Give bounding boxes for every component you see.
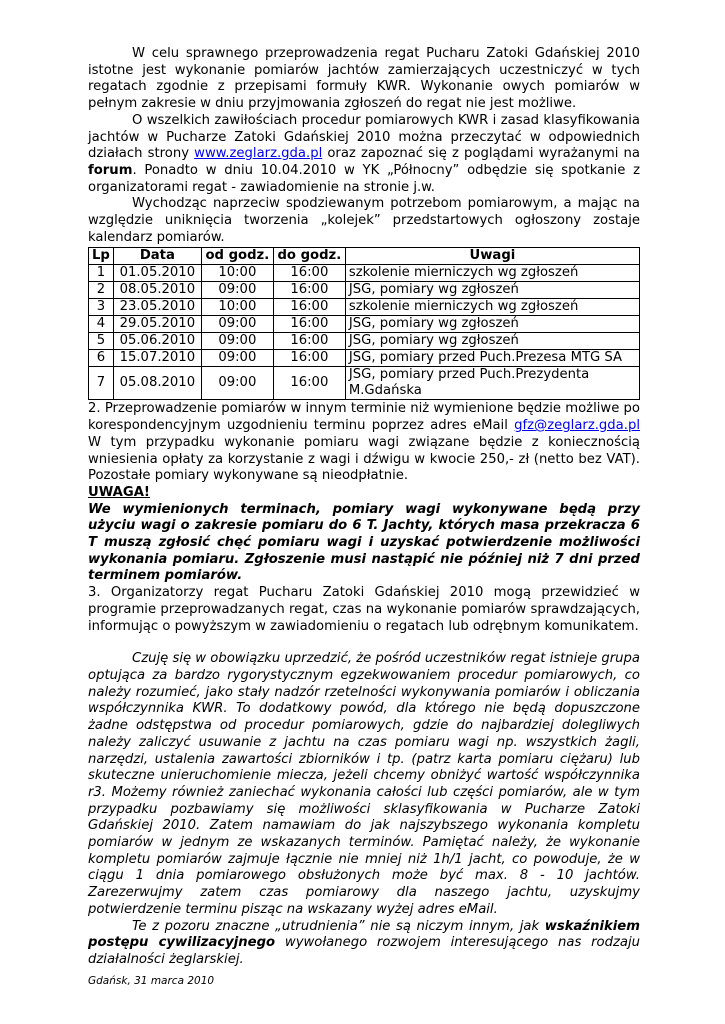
table-row [89,265,640,282]
cell-from: 10:00 [201,265,273,282]
closing-text-pre: Te z pozoru znaczne „utrudnienia” nie są niczym innym, jak [132,918,545,934]
calendar-intro-paragraph: Wychodząc naprzeciw spodziewanym potrzebom pomiarowym, a mając na względzie uniknięcia tworzenia „kolejek” przedstartowych ogłoszony zostaje kalendarz pomiarów. [88,196,640,245]
cell-lp: 6 [89,350,114,367]
cell-from: 09:00 [201,350,273,367]
cell-notes: szkolenie mierniczych wg zgłoszeń [345,299,639,316]
cell-lp: 1 [89,265,114,282]
closing-paragraph [88,919,640,969]
email-link[interactable]: gfz@zeglarz.gda.pl [514,418,640,434]
closing-bold-phrase: wskaźnikiem postępu cywilizacyjnego [88,918,640,951]
table-row [89,316,640,333]
section-2-text-pre: 2. Przeprowadzenie pomiarów w innym terminie niż wymienione będzie możliwe po korespondencyjnym uzgodnieniu terminu poprzez adres eMail [88,401,640,434]
cell-to: 16:00 [273,316,345,333]
cell-lp: 2 [89,282,114,299]
header-to: do godz. [273,248,345,265]
cell-lp: 7 [89,367,114,400]
cell-notes: JSG, pomiary wg zgłoszeń [345,282,639,299]
website-link[interactable]: www.zeglarz.gda.pl [194,146,323,162]
measurement-calendar-table [88,247,640,400]
warning-text: We wymienionych terminach, pomiary wagi wykonywane będą przy użyciu wagi o zakresie pomiaru do 6 T. Jachty, których masa przekracza 6 T muszą zgłosić chęć pomiaru wagi i uzyskać potwierdzenie możliwości wykonania pomiaru. Zgłoszenie musi nastąpić nie później niż 7 dni przed terminem pomiarów. [88,501,640,584]
cell-date: 15.07.2010 [113,350,201,367]
section-3-paragraph: 3. Organizatorzy regat Pucharu Zatoki Gdańskiej 2010 mogą przewidzieć w programie przeprowadzanych regat, czas na wykonanie pomiarów sprawdzających, informując o powyższym w zawiadomieniu o regatach lub odrębnym komunikatem. [88,585,640,634]
cell-from: 10:00 [201,299,273,316]
cell-notes: JSG, pomiary przed Puch.Prezesa MTG SA [345,350,639,367]
warning-label: UWAGA! [88,484,150,500]
cell-from: 09:00 [201,367,273,400]
cell-from: 09:00 [201,316,273,333]
closing-text-post: wywołanego rozwojem interesującego nas rodzaju działalności żeglarskiej. [88,935,641,967]
info-text-mid: oraz zapoznać się z poglądami wyrażanymi na [322,146,640,162]
info-paragraph [88,113,640,197]
cell-to: 16:00 [273,333,345,350]
header-date: Data [113,248,201,265]
header-from: od godz. [201,248,273,265]
cell-lp: 4 [89,316,114,333]
cell-notes: szkolenie mierniczych wg zgłoszeń [345,265,639,282]
table-header-row [89,248,640,265]
cell-date: 05.08.2010 [113,367,201,400]
document-page [88,46,640,989]
notice-paragraph: Czuję się w obowiązku uprzedzić, że pośród uczestników regat istnieje grupa optująca za bardzo rygorystycznym egzekwowaniem procedur pomiarowych, co należy rozumieć, jako stały nadzór rzetelności wykonywania pomiarów i obliczania współczynnika KWR. To dodatkowy powód, dla którego nie będą dopuszczone żadne odstępstwa od procedur pomiarowych, gdzie do najbardziej dolegliwych należy zaliczyć usuwanie z jachtu na czas pomiaru wagi np. wszystkich żagli, narzędzi, ustalenia zawartości zbiorników i tp. (patrz karta pomiaru ciężaru) lub skuteczne unieruchomienie miecza, jeżeli chcemy obniżyć wartość współczynnika r3. Możemy również zaniechać wykonania całości lub części pomiarów, ale w tym przypadku pozbawiamy się możliwości sklasyfikowania w Pucharze Zatoki Gdańskiej 2010. Zatem namawiam do jak najszybszego wykonania kompletu pomiarów w jednym ze wskazanych terminów. Pamiętać należy, że wykonanie kompletu pomiarów zajmuje łącznie nie mniej niż 1h/1 jacht, co powoduje, że w ciągu 1 dnia pomiarowego obsłużonych może być max. 8 - 10 jachtów. Zarezerwujmy zatem czas pomiarowy dla naszego jachtu, uzyskujmy potwierdzenie terminu pisząc na wskazany wyżej adres eMail. [88,651,640,917]
table-row [89,367,640,400]
table-row [89,350,640,367]
cell-to: 16:00 [273,299,345,316]
header-notes: Uwagi [345,248,639,265]
cell-date: 05.06.2010 [113,333,201,350]
cell-date: 08.05.2010 [113,282,201,299]
section-2-paragraph [88,401,640,485]
cell-to: 16:00 [273,367,345,400]
cell-date: 23.05.2010 [113,299,201,316]
table-row [89,333,640,350]
cell-from: 09:00 [201,333,273,350]
cell-to: 16:00 [273,282,345,299]
cell-to: 16:00 [273,350,345,367]
cell-notes: JSG, pomiary przed Puch.Prezydenta M.Gdańska [345,367,639,400]
cell-notes: JSG, pomiary wg zgłoszeń [345,316,639,333]
cell-lp: 5 [89,333,114,350]
info-text-post: . Ponadto w dniu 10.04.2010 w YK „Północny” odbędzie się spotkanie z organizatorami regat - zawiadomienie na stronie j.w. [88,162,640,195]
cell-to: 16:00 [273,265,345,282]
info-text-pre: O wszelkich zawiłościach procedur pomiarowych KWR i zasad klasyfikowania jachtów w Pucharze Zatoki Gdańskiej 2010 można przeczytać w odpowiednich działach strony [88,112,640,162]
cell-notes: JSG, pomiary wg zgłoszeń [345,333,639,350]
section-2-text-post: W tym przypadku wykonanie pomiaru wagi związane będzie z koniecznością wniesienia opłaty za korzystanie z wagi i dźwigu w kwocie 250,- zł (netto bez VAT). Pozostałe pomiary wykonywane są nieodpłatnie. [88,434,640,484]
cell-from: 09:00 [201,282,273,299]
table-row [89,282,640,299]
forum-word: forum [88,162,133,178]
place-date-signature: Gdańsk, 31 marca 2010 [88,974,215,987]
cell-date: 29.05.2010 [113,316,201,333]
table-row [89,299,640,316]
header-lp: Lp [89,248,114,265]
intro-paragraph: W celu sprawnego przeprowadzenia regat Pucharu Zatoki Gdańskiej 2010 istotne jest wykonanie pomiarów jachtów zamierzających uczestniczyć w tych regatach zgodnie z przepisami formuły KWR. Wykonanie owych pomiarów w pełnym zakresie w dniu przyjmowania zgłoszeń do regat nie jest możliwe. [88,46,640,112]
cell-lp: 3 [89,299,114,316]
cell-date: 01.05.2010 [113,265,201,282]
